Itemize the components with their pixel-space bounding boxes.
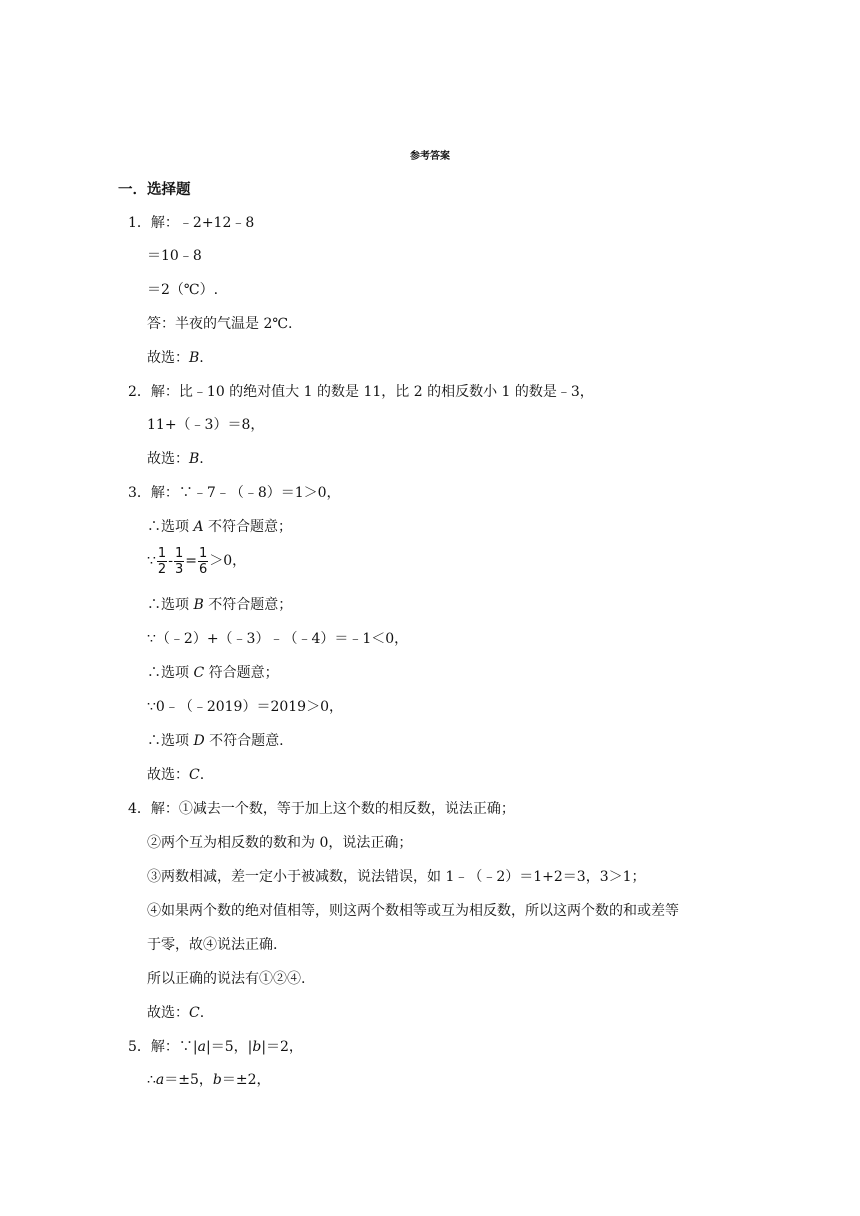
page-title: 参考答案 [410, 151, 450, 162]
section-heading: 一．选择题 [118, 182, 191, 198]
question-2-line-2: 11+（﹣3）＝8， [147, 417, 265, 433]
question-1-line-3: ＝2（℃）. [147, 282, 219, 298]
fraction-one-sixth: $\frac{1}{6}$ [198, 545, 208, 577]
question-1-line-1: 1．解：﹣2+12﹣8 [128, 215, 255, 231]
fraction-one-half: $\frac{1}{2}$ [157, 545, 167, 577]
question-3-line-2: ∴选项 A 不符合题意； [147, 519, 293, 535]
question-number: 4． [128, 801, 151, 817]
question-4-answer: 故选：C. [147, 1005, 205, 1021]
question-5-line-1: 5．解：∵|a|＝5，|b|＝2， [128, 1039, 303, 1055]
fraction-one-third: $\frac{1}{3}$ [174, 545, 184, 577]
question-2-line-1: 2．解：比﹣10 的绝对值大 1 的数是 11，比 2 的相反数小 1 的数是﹣3， [128, 384, 594, 400]
question-4-line-6: 所以正确的说法有①②④. [147, 971, 306, 987]
question-4-line-5: 于零，故④说法正确. [147, 937, 278, 953]
question-4-line-2: ②两个互为相反数的数和为 0，说法正确； [147, 835, 413, 851]
question-3-line-1: 3．解：∵﹣7﹣（﹣8）＝1＞0， [128, 485, 341, 501]
question-1-line-2: ＝10﹣8 [147, 248, 202, 264]
question-number: 5． [128, 1039, 151, 1055]
question-1-answer: 故选：B. [147, 350, 204, 366]
question-number: 1． [128, 215, 151, 231]
question-1-line-4: 答：半夜的气温是 2℃. [147, 316, 293, 332]
question-3-line-7: ∵0﹣（﹣2019）＝2019＞0， [147, 699, 343, 715]
question-number: 3． [128, 485, 151, 501]
question-3-line-5: ∵（﹣2）+（﹣3）﹣（﹣4）＝﹣1＜0， [147, 631, 409, 647]
question-3-line-6: ∴选项 C 符合题意； [147, 665, 279, 681]
question-3-line-4: ∴选项 B 不符合题意； [147, 597, 293, 613]
question-4-line-3: ③两数相减，差一定小于被减数，说法错误，如 1﹣（﹣2）＝1+2＝3，3＞1； [147, 869, 646, 885]
question-3-line-8: ∴选项 D 不符合题意. [147, 733, 284, 749]
question-4-line-4: ④如果两个数的绝对值相等，则这两个数相等或互为相反数，所以这两个数的和或差等 [147, 903, 679, 919]
question-4-line-1: 4．解：①减去一个数，等于加上这个数的相反数，说法正确； [128, 801, 515, 817]
question-3-answer: 故选：C. [147, 767, 205, 783]
question-number: 2． [128, 384, 151, 400]
question-5-line-2: ∴a＝±5，b＝±2， [147, 1072, 271, 1088]
question-2-answer: 故选：B. [147, 451, 204, 467]
question-3-fraction-line: ∵ $\frac{1}{2}$ - $\frac{1}{3}$ = $\frac{1}{6}$ ＞0， [147, 545, 247, 577]
